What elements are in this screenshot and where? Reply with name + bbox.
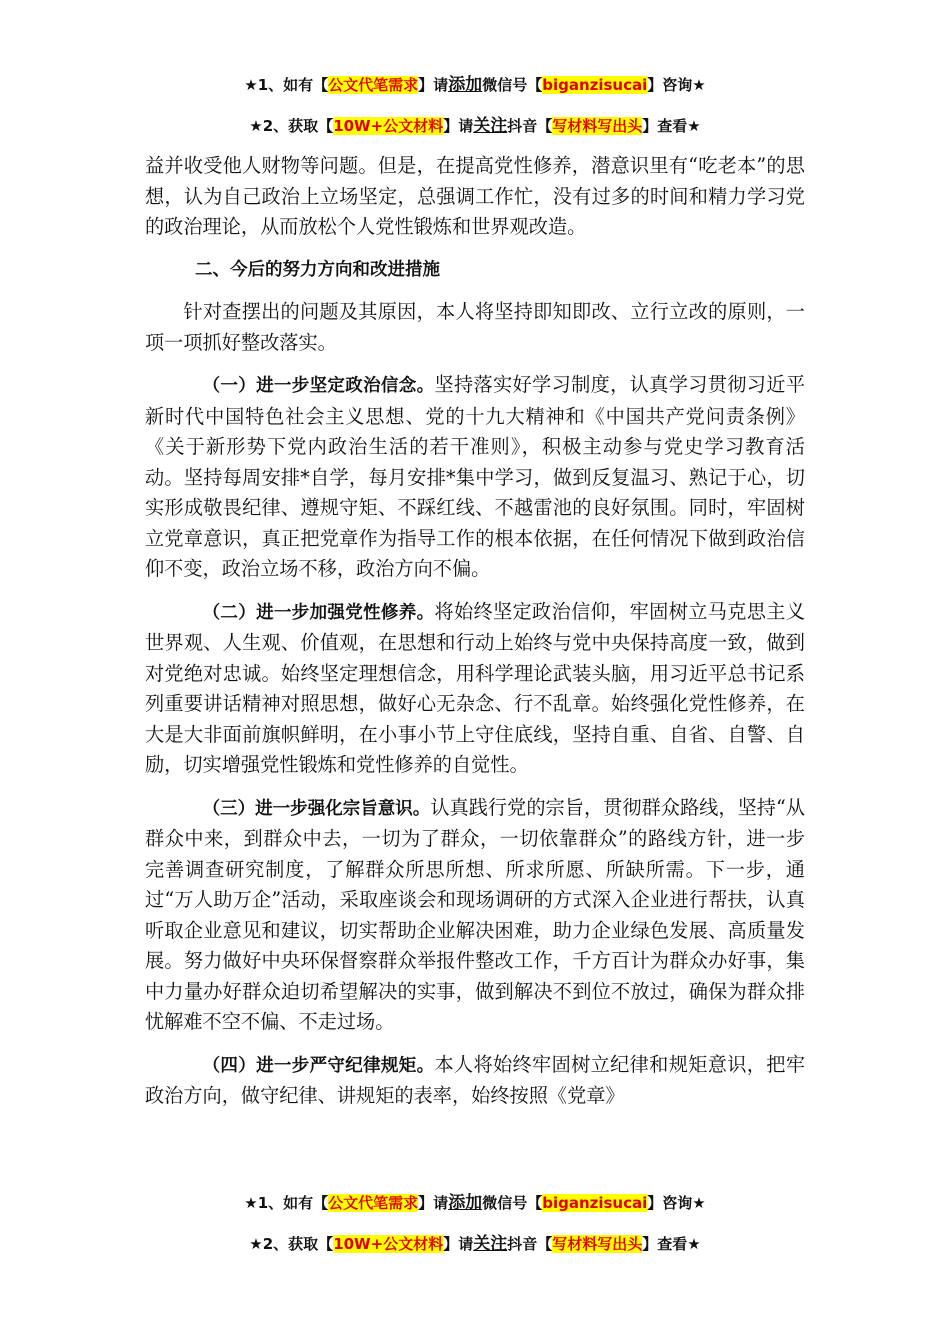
- subsection-text: 将始终坚定政治信仰，牢固树立马克思主义世界观、人生观、价值观，在思想和行动上始终与党中央保持高度一致，做到对党绝对忠诚。始终坚定理想信念，用科学理论武装头脑，用习近平总书记系列重要讲话精神对照思想，做好心无杂念、行不乱章。始终强化党性修养，在大是大非面前旗帜鲜明，在小事小节上守住底线，坚持自重、自省、自警、自励，切实增强党性锻炼和党性修养的自觉性。: [145, 599, 806, 776]
- header-promo-line-1: [0, 70, 950, 95]
- footer-promo-line-2: [0, 1229, 950, 1254]
- paragraph-section-3: [145, 793, 805, 1038]
- promo-emphasis: 关注: [473, 1234, 508, 1254]
- promo-emphasis: 添加: [448, 1193, 483, 1213]
- paragraph-section-2: [145, 597, 805, 781]
- subsection-text: 坚持落实好学习制度，认真学习贯彻习近平新时代中国特色社会主义思想、党的十九大精神和《中国共产党问责条例》《关于新形势下党内政治生活的若干准则》，积极主动参与党史学习教育活动。坚持每周安排*自学，每月安排*集中学习，做到反复温习、熟记于心，切实形成敬畏纪律、遵规守矩、不踩红线、不越雷池的良好氛围。同时，牢固树立党章意识，真正把党章作为指导工作的根本依据，在任何情况下做到政治信仰不变，政治立场不移，政治方向不偏。: [145, 373, 806, 580]
- promo-emphasis: 关注: [473, 116, 508, 136]
- subsection-text: 本人将始终牢固树立纪律和规矩意识，把牢政治方向，做守纪律、讲规矩的表率，始终按照《党章》: [145, 1052, 806, 1107]
- promo-text: ★2、获取【: [249, 117, 334, 135]
- promo-highlight: 写材料写出头: [552, 117, 643, 135]
- subsection-title: （一）进一步坚定政治信念。: [202, 376, 435, 396]
- promo-highlight: 10W+公文材料: [333, 1235, 444, 1253]
- section-heading: 二、今后的努力方向和改进措施: [195, 259, 440, 280]
- subsection-text: 认真践行党的宗旨，贯彻群众路线，坚持“从群众中来，到群众中去，一切为了群众，一切依靠群众”的路线方针，进一步完善调查研究制度，了解群众所思所想、所求所愿、所缺所需。下一步，通过“万人助万企”活动，采取座谈会和现场调研的方式深入企业进行帮扶，认真听取企业意见和建议，切实帮助企业解决困难，助力企业绿色发展、高质量发展。努力做好中央环保督察群众举报件整改工作，千方百计为群众办好事，集中力量办好群众迫切希望解决的实事，做到解决不到位不放过，确保为群众排忧解难不空不偏、不走过场。: [145, 795, 805, 1033]
- promo-text: ★1、如有【: [244, 76, 329, 94]
- subsection-title: （二）进一步加强党性修养。: [202, 602, 435, 623]
- promo-text: ★1、如有【: [244, 1194, 329, 1212]
- promo-emphasis: 添加: [448, 75, 483, 95]
- promo-text: 】咨询★: [647, 76, 706, 94]
- promo-text: 】请: [443, 117, 474, 135]
- promo-text: 抖音【: [507, 117, 553, 135]
- promo-text: 微信号【: [482, 76, 543, 94]
- promo-text: 】查看★: [642, 1235, 701, 1253]
- promo-highlight: 写材料写出头: [552, 1235, 643, 1253]
- promo-text: 】请: [418, 76, 449, 94]
- promo-text: 抖音【: [507, 1235, 553, 1253]
- promo-highlight: 公文代笔需求: [328, 1194, 419, 1212]
- paragraph-intro: 针对查摆出的问题及其原因，本人将坚持即知即改、立行立改的原则，一项一项抓好整改落实。: [145, 300, 805, 354]
- promo-text: 】查看★: [642, 117, 701, 135]
- footer-promo-line-1: [0, 1188, 950, 1213]
- promo-text: 】请: [443, 1235, 474, 1253]
- promo-text: 微信号【: [482, 1194, 543, 1212]
- subsection-title: （四）进一步严守纪律规矩。: [202, 1055, 435, 1076]
- subsection-title: （三）进一步强化宗旨意识。: [202, 798, 431, 819]
- promo-highlight: 10W+公文材料: [333, 117, 444, 135]
- promo-highlight: biganzisucai: [542, 1194, 648, 1212]
- promo-text: 】请: [418, 1194, 449, 1212]
- promo-text: 】咨询★: [647, 1194, 706, 1212]
- paragraph-section-1: [145, 370, 805, 585]
- document-body: [145, 151, 805, 1124]
- paragraph-continuation: 益并收受他人财物等问题。但是，在提高党性修养，潜意识里有“吃老本”的思想，认为自己政治上立场坚定，总强调工作忙，没有过多的时间和精力学习党的政治理论，从而放松个人党性锻炼和世界观改造。: [145, 154, 805, 238]
- header-promo-line-2: [0, 111, 950, 136]
- promo-text: ★2、获取【: [249, 1235, 334, 1253]
- paragraph-section-4: [145, 1050, 805, 1112]
- promo-highlight: 公文代笔需求: [328, 76, 419, 94]
- promo-highlight: biganzisucai: [542, 76, 648, 94]
